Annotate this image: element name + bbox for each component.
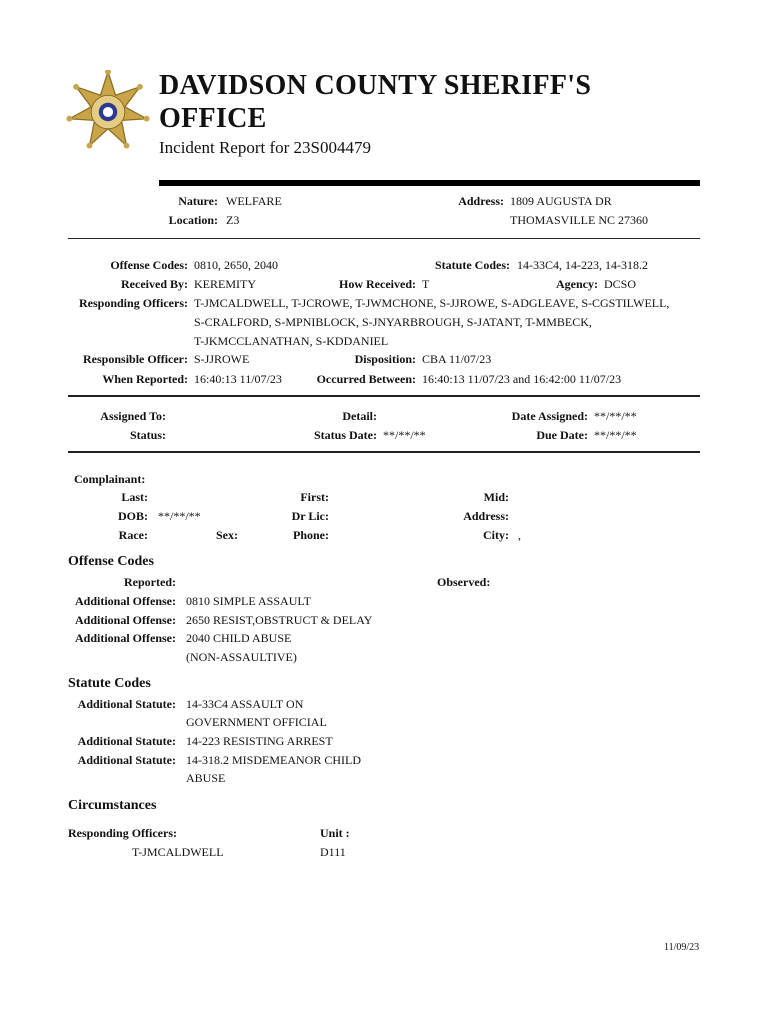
additional-offense-label: Additional Offense: <box>74 613 176 627</box>
statute-codes-heading: Statute Codes <box>68 676 151 691</box>
address-line1: 1809 AUGUSTA DR <box>510 194 612 208</box>
additional-statute-value-cont: ABUSE <box>186 771 226 785</box>
header-thick-rule <box>159 180 700 186</box>
occurred-between-value: 16:40:13 11/07/23 and 16:42:00 11/07/23 <box>422 372 622 386</box>
additional-statute-label: Additional Statute: <box>77 753 176 767</box>
agency-value: DCSO <box>604 277 637 291</box>
drivers-license-label: Dr Lic: <box>291 509 329 523</box>
date-assigned-value: **/**/** <box>594 409 637 423</box>
additional-offense-value: 2040 CHILD ABUSE <box>186 631 292 645</box>
additional-offense-label: Additional Offense: <box>74 594 176 608</box>
responding-officers-line1: T-JMCALDWELL, T-JCROWE, T-JWMCHONE, S-JJROWE, S-ADGLEAVE, S-CGSTILWELL, <box>194 296 670 310</box>
occurred-between-label: Occurred Between: <box>316 372 416 386</box>
additional-offense-value: 0810 SIMPLE ASSAULT <box>186 594 311 608</box>
status-date-value: **/**/** <box>383 428 426 442</box>
report-title-line1: DAVIDSON COUNTY SHERIFF'S <box>159 70 592 101</box>
address-label: Address: <box>458 194 504 208</box>
dob-label: DOB: <box>118 509 148 523</box>
sex-label: Sex: <box>216 528 238 542</box>
responsible-officer-value: S-JJROWE <box>194 352 250 366</box>
race-label: Race: <box>118 528 148 542</box>
phone-label: Phone: <box>293 528 329 542</box>
received-by-value: KEREMITY <box>194 277 256 291</box>
due-date-label: Due Date: <box>536 428 588 442</box>
footer-date: 11/09/23 <box>664 942 700 953</box>
additional-statute-value-cont: GOVERNMENT OFFICIAL <box>186 715 327 729</box>
due-date-value: **/**/** <box>594 428 637 442</box>
agency-label: Agency: <box>556 277 598 291</box>
middle-name-label: Mid: <box>483 490 509 504</box>
statute-codes-value: 14-33C4, 14-223, 14-318.2 <box>517 258 648 272</box>
address-line2: THOMASVILLE NC 27360 <box>510 213 648 227</box>
first-name-label: First: <box>300 490 329 504</box>
disposition-label: Disposition: <box>354 352 416 366</box>
additional-statute-label: Additional Statute: <box>77 734 176 748</box>
circumstances-heading: Circumstances <box>68 798 157 813</box>
observed-label: Observed: <box>437 575 491 589</box>
incident-report-subtitle: Incident Report for 23S004479 <box>159 138 371 157</box>
how-received-label: How Received: <box>339 277 416 291</box>
disposition-value: CBA 11/07/23 <box>422 352 492 366</box>
circumstances-officers-label: Responding Officers: <box>68 826 177 840</box>
additional-statute-label: Additional Statute: <box>77 697 176 711</box>
additional-statute-value: 14-33C4 ASSAULT ON <box>186 697 304 711</box>
responding-officers-line2: S-CRALFORD, S-MPNIBLOCK, S-JNYARBROUGH, S-JATANT, T-MMBECK, <box>194 315 592 329</box>
dob-value: **/**/** <box>158 509 201 523</box>
additional-offense-value-cont: (NON-ASSAULTIVE) <box>186 650 297 664</box>
divider <box>68 395 700 397</box>
assigned-to-label: Assigned To: <box>100 409 166 423</box>
detail-label: Detail: <box>342 409 377 423</box>
reported-label: Reported: <box>124 575 176 589</box>
sheriff-badge-logo <box>66 70 150 154</box>
location-value: Z3 <box>226 213 240 227</box>
statute-codes-label: Statute Codes: <box>435 258 510 272</box>
received-by-label: Received By: <box>121 277 188 291</box>
location-label: Location: <box>168 213 218 227</box>
circumstances-officer-value: T-JMCALDWELL <box>132 845 224 859</box>
city-label: City: <box>483 528 509 542</box>
last-name-label: Last: <box>121 490 148 504</box>
additional-statute-value: 14-318.2 MISDEMEANOR CHILD <box>186 753 361 767</box>
divider <box>68 238 700 239</box>
offense-codes-heading: Offense Codes <box>68 554 154 569</box>
date-assigned-label: Date Assigned: <box>511 409 588 423</box>
when-reported-value: 16:40:13 11/07/23 <box>194 372 282 386</box>
report-title-line2: OFFICE <box>159 103 267 134</box>
responsible-officer-label: Responsible Officer: <box>83 352 188 366</box>
status-date-label: Status Date: <box>314 428 377 442</box>
unit-label: Unit : <box>320 826 350 840</box>
divider <box>68 451 700 453</box>
offense-codes-value: 0810, 2650, 2040 <box>194 258 278 272</box>
offense-codes-label: Offense Codes: <box>110 258 188 272</box>
nature-label: Nature: <box>178 194 218 208</box>
city-value: , <box>518 528 521 542</box>
nature-value: WELFARE <box>226 194 282 208</box>
responding-officers-line3: T-JKMCCLANATHAN, S-KDDANIEL <box>194 334 389 348</box>
additional-statute-value: 14-223 RESISTING ARREST <box>186 734 333 748</box>
status-label: Status: <box>129 428 166 442</box>
how-received-value: T <box>422 277 430 291</box>
additional-offense-label: Additional Offense: <box>74 631 176 645</box>
complainant-heading: Complainant: <box>74 472 146 486</box>
responding-officers-label: Responding Officers: <box>79 296 188 310</box>
complainant-address-label: Address: <box>463 509 509 523</box>
additional-offense-value: 2650 RESIST,OBSTRUCT & DELAY <box>186 613 373 627</box>
when-reported-label: When Reported: <box>102 372 188 386</box>
unit-value: D111 <box>320 845 346 859</box>
